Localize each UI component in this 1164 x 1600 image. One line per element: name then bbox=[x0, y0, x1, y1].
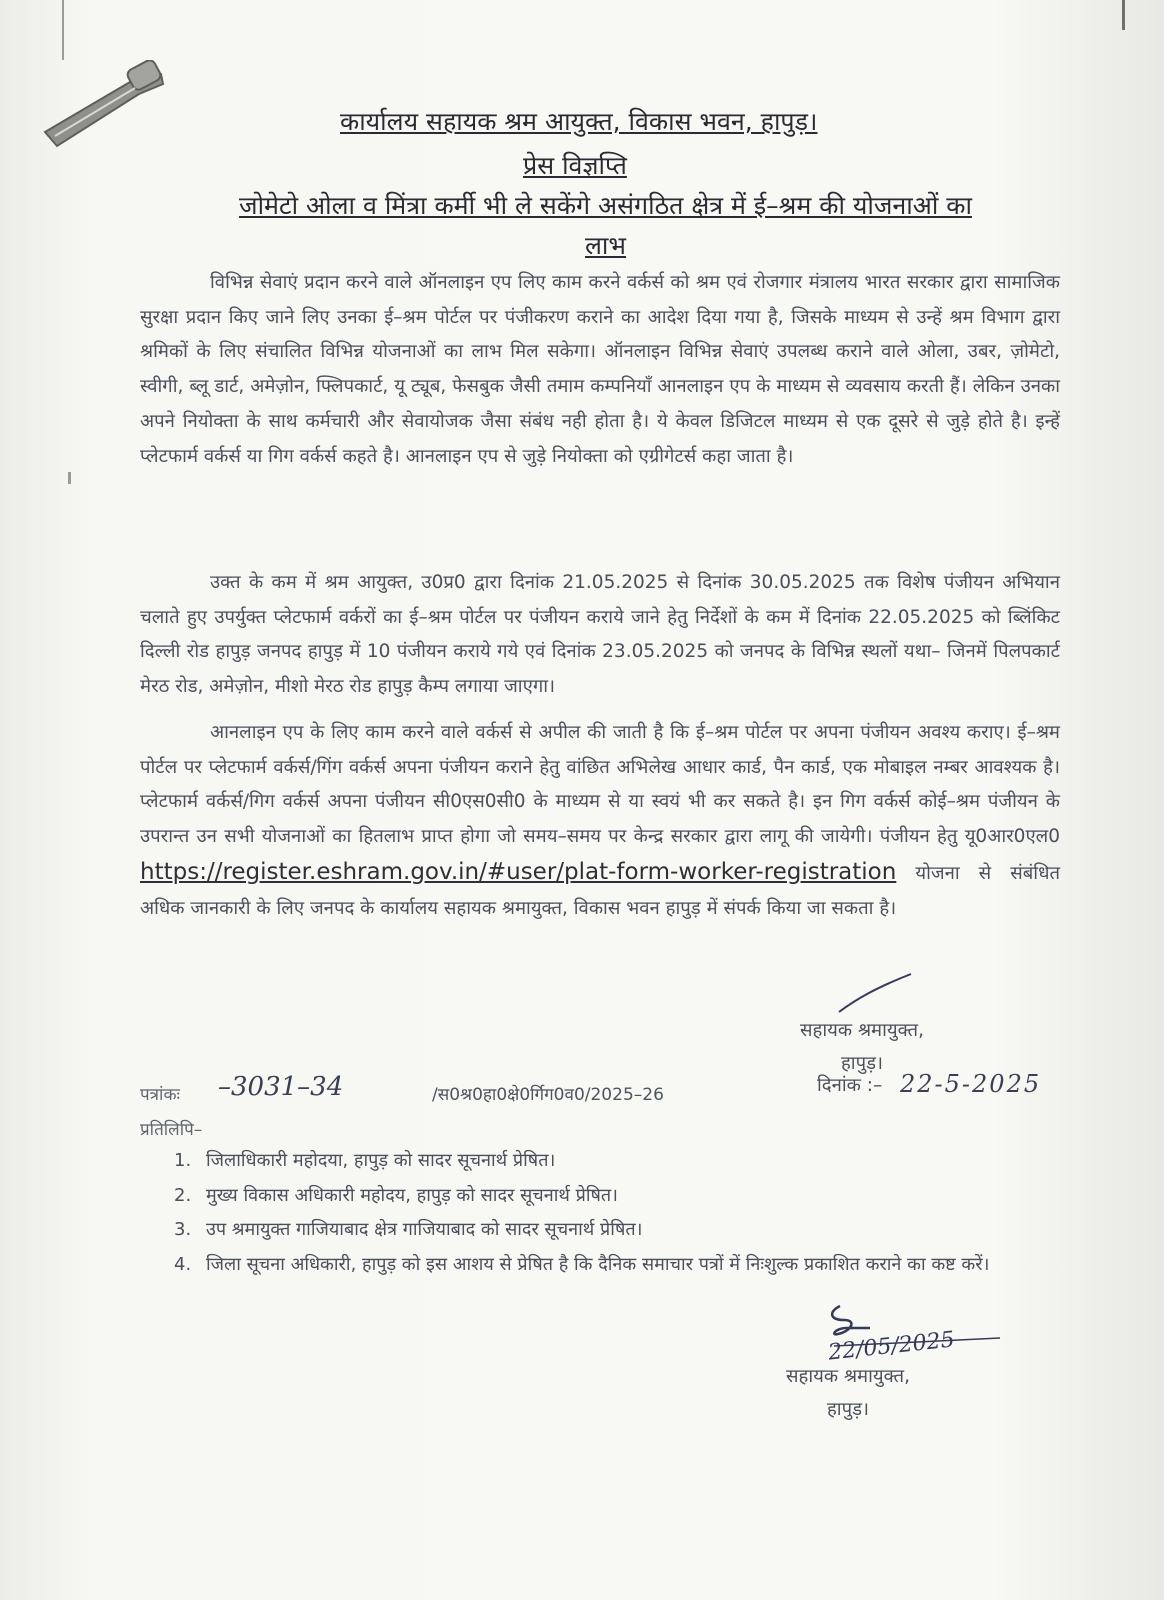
headline-line-2: लाभ bbox=[584, 231, 626, 260]
reference-code: /स0श्र0हा0क्षे0र्गिग0व0/2025–26 bbox=[432, 1085, 664, 1105]
press-release-label: प्रेस विज्ञप्ति bbox=[523, 151, 627, 180]
margin-mark bbox=[68, 472, 71, 484]
copy-to-heading: प्रतिलिपि– bbox=[140, 1120, 203, 1140]
paragraph-3-text-b: योजना से संबंधित अधिक जानकारी के लिए जनपद के कार्यालय सहायक श्रमायुक्त, विकास भवन हापुड़ में संपर्क किया जा सकता है। bbox=[140, 862, 1060, 919]
list-item-number: 4. bbox=[174, 1253, 192, 1275]
paragraph-3-text-a: आनलाइन एप के लिए काम करने वाले वर्कर्स से अपील की जाती है कि ई–श्रम पोर्टल पर अपना पंजीयन अवश्य कराए। ई–श्रम पोर्टल पर प्लेटफार्म वर्कर्स/गिंग वर्कर्स अपना पंजीयन कराने हेतु वांछित अभिलेख आधार कार्ड, पैन कार्ड, एक मोबाइल नम्बर आवश्यक है। प्लेटफार्म वर्कर्स/गिग वर्कर्स अपना पंजीयन सी0एस0सी0 के माध्यम से या स्वयं भी कर सकते है। इन गिग वर्कर्स कोई–श्रम पंजीयन के उपरान्त उन सभी योजनाओं का हितलाभ प्राप्त होगा जो समय–समय पर केन्द्र सरकार द्वारा लागू की जायेगी। पंजीयन हेतु यू0आर0एल0 bbox=[140, 722, 1060, 848]
paper-edge-mark bbox=[1122, 0, 1125, 30]
list-item bbox=[174, 1213, 1054, 1248]
registration-url-link[interactable]: https://register.eshram.gov.in/#user/plat-form-worker-registration bbox=[140, 858, 897, 885]
letter-number-label: पत्रांकः bbox=[140, 1085, 180, 1105]
list-item bbox=[174, 1248, 1054, 1283]
office-title: कार्यालय सहायक श्रम आयुक्त, विकास भवन, हापुड़। bbox=[340, 107, 818, 136]
list-item bbox=[174, 1179, 1054, 1214]
list-item-number: 3. bbox=[174, 1219, 192, 1240]
headline bbox=[148, 186, 1063, 266]
copy-to-list bbox=[174, 1144, 1054, 1282]
date-label: दिनांक :– bbox=[817, 1075, 883, 1096]
body-paragraph-1: विभिन्न सेवाएं प्रदान करने वाले ऑनलाइन एप लिए काम करने वर्कर्स को श्रम एवं रोजगार मंत्रालय भारत सरकार द्वारा सामाजिक सुरक्षा प्रदान किए जाने लिए उनका ई–श्रम पोर्टल पर पंजीकरण कराने का आदेश दिया गया है, जिसके माध्यम से उन्हें श्रम विभाग द्वारा श्रमिकों के लिए संचालित विभिन्न योजनाओं का लाभ मिल सकेगा। ऑनलाइन विभिन्न सेवाएं उपलब्ध कराने वाले ओला, उबर, ज़ोमेटो, स्वीगी, ब्लू डार्ट, अमेज़ोन, फ्लिपकार्ट, यू ट्यूब, फेसबुक जैसी तमाम कम्पनियॉं आनलाइन एप के माध्यम से व्यवसाय करती हैं। लेकिन उनका अपने नियोक्ता के साथ कर्मचारी और सेवायोजक जैसा संबंध नही होता है। ये केवल डिजिटल माध्यम से एक दूसरे से जुड़े होते है। इन्हें प्लेटफार्म वर्कर्स या गिग वर्कर्स कहते है। आनलाइन एप से जुड़े नियोक्ता को एग्रीगेटर्स कहा जाता है। bbox=[140, 272, 1060, 467]
paper-fold-line bbox=[62, 0, 64, 60]
list-item-text: मुख्य विकास अधिकारी महोदय, हापुड़ को सादर सूचनार्थ प्रेषित। bbox=[206, 1184, 618, 1206]
signatory-designation: सहायक श्रमायुक्त, bbox=[786, 1366, 910, 1387]
reference-row bbox=[140, 1070, 1100, 1114]
list-item-number: 2. bbox=[174, 1184, 192, 1206]
signatory-place: हापुड़। bbox=[840, 1053, 883, 1074]
list-item-text: उप श्रमायुक्त गाजियाबाद क्षेत्र गाजियाबाद को सादर सूचनार्थ प्रेषित। bbox=[206, 1219, 643, 1240]
signature-stroke-icon bbox=[835, 972, 915, 1016]
body-paragraph-3 bbox=[140, 716, 1060, 926]
handwritten-letter-number: –3031–34 bbox=[218, 1072, 344, 1102]
handwritten-signature-date: 22/05/2025 bbox=[827, 1327, 956, 1366]
handwritten-date: 22-5-2025 bbox=[900, 1070, 1042, 1098]
pin-icon bbox=[35, 60, 170, 150]
headline-line-1: जोमेटो ओला व मिंत्रा कर्मी भी ले सकेंगे असंगठित क्षेत्र में ई–श्रम की योजनाओं का bbox=[239, 191, 972, 220]
list-item-number: 1. bbox=[174, 1150, 192, 1171]
list-item bbox=[174, 1144, 1054, 1179]
list-item-text: जिलाधिकारी महोदया, हापुड़ को सादर सूचनार्थ प्रेषित। bbox=[206, 1150, 556, 1171]
list-item-text: जिला सूचना अधिकारी, हापुड़ को इस आशय से प्रेषित है कि दैनिक समाचार पत्रों में निःशुल्क प्रकाशित कराने का कष्ट करें। bbox=[206, 1253, 990, 1275]
signature-block-2 bbox=[786, 1360, 910, 1426]
body-paragraph-2: उक्त के कम में श्रम आयुक्त, उ0प्र0 द्वारा दिनांक 21.05.2025 से दिनांक 30.05.2025 तक विशेष पंजीयन अभियान चलाते हुए उपर्युक्त प्लेटफार्म वर्करों का ई–श्रम पोर्टल पर पंजीयन कराये जाने हेतु निर्देशों के कम में दिनांक 22.05.2025 को ब्लिंकिट दिल्ली रोड हापुड़ जनपद हापुड़ में 10 पंजीयन कराये गये एवं दिनांक 23.05.2025 को जनपद के विभिन्न स्थलों यथा– जिनमें पिलपकार्ट मेरठ रोड, अमेज़ोन, मीशो मेरठ रोड हापुड़ कैम्प लगाया जाएगा। bbox=[140, 572, 1060, 698]
signatory-place: हापुड़। bbox=[826, 1399, 869, 1420]
signatory-designation: सहायक श्रमायुक्त, bbox=[800, 1020, 924, 1041]
